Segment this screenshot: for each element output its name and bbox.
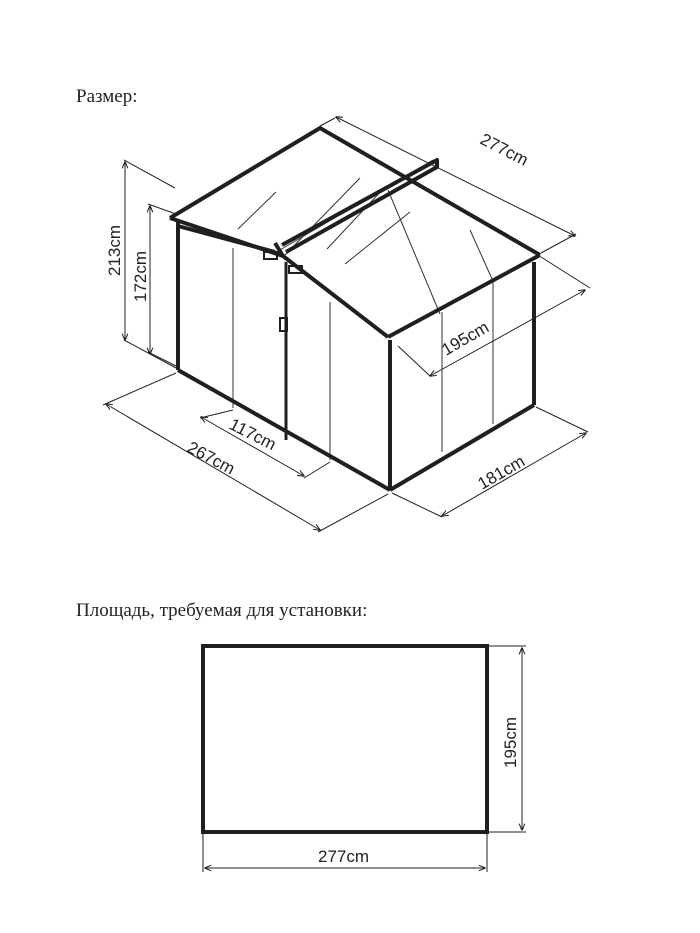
dim-label-117: 117cm (226, 414, 280, 455)
dim-label-195-side: 195cm (438, 317, 493, 360)
dim-label-267: 267cm (184, 437, 239, 479)
dim-front-width (103, 373, 388, 532)
area-heading: Площадь, требуемая для установки: (76, 600, 368, 621)
roof-panel-lines (238, 160, 493, 314)
dim-label-213: 213cm (105, 224, 124, 276)
dim-label-172: 172cm (131, 250, 150, 302)
door (264, 252, 302, 440)
dim-label-195-footprint: 195cm (501, 716, 520, 768)
dim-height-wall (131, 204, 176, 366)
dim-label-181: 181cm (474, 451, 529, 494)
size-heading: Размер: (76, 86, 138, 107)
footprint-rect (203, 646, 487, 832)
shed-drawing (170, 128, 540, 490)
dim-label-277-footprint: 277cm (318, 847, 370, 866)
dim-side-depth (392, 407, 588, 517)
dim-roof-length (320, 117, 576, 253)
dim-label-277-top: 277cm (477, 129, 532, 170)
shed-outline (170, 128, 540, 490)
footprint (203, 646, 526, 872)
